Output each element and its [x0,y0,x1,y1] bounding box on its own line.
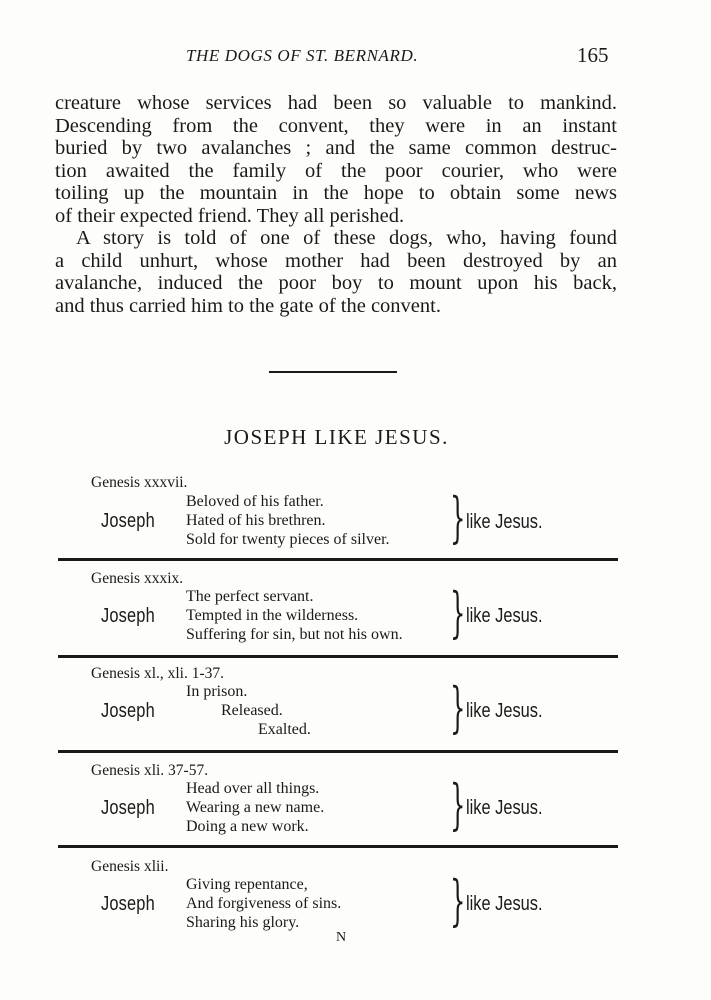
text-line: Descending from the convent, they were in an instant [55,114,617,137]
scripture-reference: Genesis xlii. [91,858,169,875]
like-jesus-label: like Jesus. [466,511,543,533]
scripture-reference: Genesis xli. 37-57. [91,762,209,779]
trait-line: Giving repentance, [186,876,308,893]
brace-icon: } [450,869,466,932]
brace-icon: } [450,773,466,836]
brace-icon: } [450,676,466,739]
text-line: toiling up the mountain in the hope to obtain some news [55,182,617,204]
like-jesus-label: like Jesus. [466,605,543,627]
trait-line: Beloved of his father. [186,493,324,510]
text-line: and thus carried him to the gate of the convent. [55,294,441,317]
text-line: a child unhurt, whose mother had been destroyed by an [55,249,617,272]
trait-line: Suffering for sin, but not his own. [186,626,403,643]
text-line: avalanche, induced the poor boy to mount upon his back, [55,272,617,294]
like-jesus-label: like Jesus. [466,893,543,915]
separator-rule [58,750,618,753]
trait-line: And forgiveness of sins. [186,895,342,912]
text-line: A story is told of one of these dogs, who, having found [76,227,617,249]
text-line: tion awaited the family of the poor courier, who were [55,159,617,182]
brace-icon: } [450,581,466,644]
trait-line: Doing a new work. [186,818,309,835]
scripture-reference: Genesis xl., xli. 1-37. [91,665,225,682]
separator-rule [58,655,618,658]
running-head: THE DOGS OF ST. BERNARD. [186,46,419,65]
trait-line: Wearing a new name. [186,799,325,816]
like-jesus-label: like Jesus. [466,797,543,819]
trait-line: Sold for twenty pieces of silver. [186,531,390,548]
brace-icon: } [450,486,466,549]
joseph-label: Joseph [101,605,155,627]
trait-line: Hated of his brethren. [186,512,326,529]
page-header [0,43,711,70]
trait-line: Exalted. [258,721,311,738]
section-title-text: JOSEPH LIKE JESUS. [224,425,449,449]
joseph-label: Joseph [101,797,155,819]
scripture-reference: Genesis xxxvii. [91,474,188,491]
trait-line: Released. [221,702,283,719]
scripture-reference: Genesis xxxix. [91,570,184,587]
trait-line: Head over all things. [186,780,320,797]
paragraph-2 [55,227,617,317]
signature-mark: N [336,930,347,945]
like-jesus-label: like Jesus. [466,700,543,722]
body-text [55,92,617,317]
trait-line: The perfect servant. [186,588,314,605]
ornament-rule [269,371,397,373]
trait-line: In prison. [186,683,248,700]
section-title [0,425,711,450]
paragraph-1 [55,92,617,227]
separator-rule [58,845,618,848]
trait-line: Tempted in the wilderness. [186,607,359,624]
joseph-label: Joseph [101,700,155,722]
text-line: of their expected friend. They all perished. [55,204,405,227]
page-number: 165 [577,43,609,67]
trait-line: Sharing his glory. [186,914,300,931]
joseph-label: Joseph [101,510,155,532]
text-line: buried by two avalanches ; and the same common destruc- [55,137,617,159]
separator-rule [58,558,618,561]
text-line: creature whose services had been so valuable to mankind. [55,92,617,114]
joseph-label: Joseph [101,893,155,915]
